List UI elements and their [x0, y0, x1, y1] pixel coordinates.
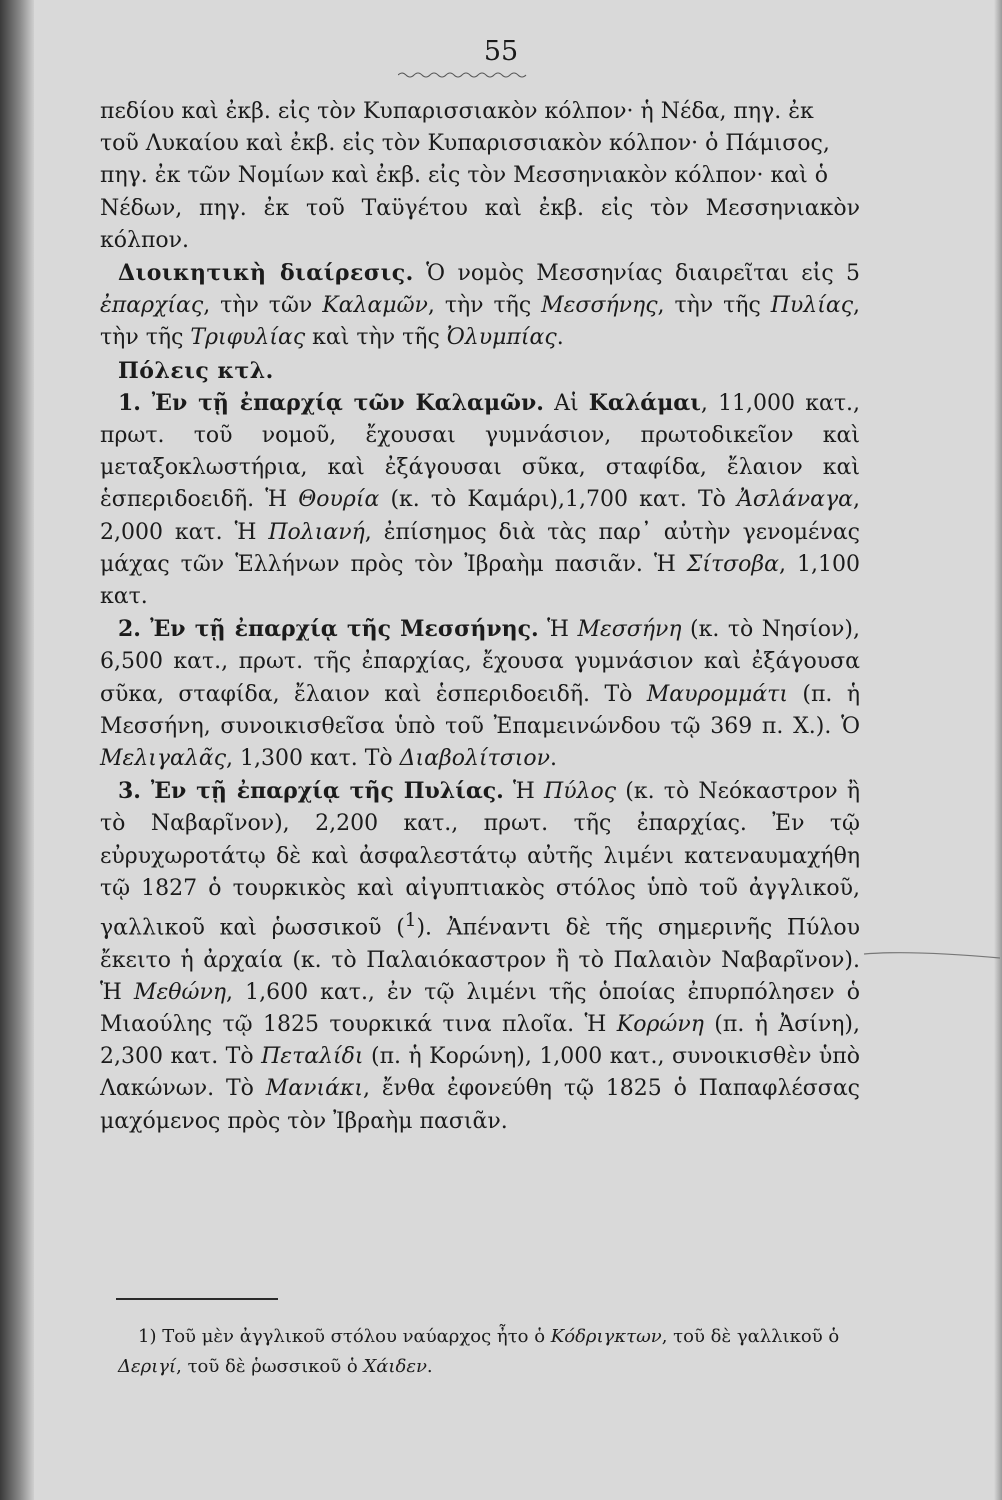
footnote-text: 1) Τοῦ μὲν ἀγγλικοῦ στόλου ναύαρχος ἦτο ὁ Κόδριγκτων, τοῦ δὲ γαλλικοῦ ὁ Δεριγί, τοῦ δὲ ῥωσσικοῦ ὁ Χάιδεν. [118, 1326, 840, 1377]
admin-heading: Διοικητικὴ διαίρεσις. [118, 260, 414, 287]
page-left-shadow [0, 0, 34, 1500]
section-1-paragraph: 1. Ἐν τῇ ἐπαρχίᾳ τῶν Καλαμῶν. Αἱ Καλάμαι, 11,000 κατ., πρωτ. τοῦ νομοῦ, ἔχουσαι γυμνάσιον, πρωτοδικεῖον καὶ μεταξοκλωστήρια, καὶ ἐξάγουσαι σῦκα, σταφίδα, ἔλαιον καὶ ἑσπεριδοειδῆ. Ἡ Θουρία (κ. τὸ Καμάρι),1,700 κατ. Τὸ Ἀσλάναγα, 2,000 κατ. Ἡ Πολιανή, ἐπίσημος διὰ τὰς παρ᾽ αὐτὴν γενομένας μάχας τῶν Ἑλλήνων πρὸς τὸν Ἰβραὴμ πασιᾶν. Ἡ Σίτσοβα, 1,100 κατ. [100, 389, 860, 610]
section-2-paragraph: 2. Ἐν τῇ ἐπαρχίᾳ τῆς Μεσσήνης. Ἡ Μεσσήνη (κ. τὸ Νησίον), 6,500 κατ., πρωτ. τῆς ἐπαρχίας, ἔχουσα γυμνάσιον καὶ ἐξάγουσα σῦκα, σταφίδα, ἔλαιον καὶ ἑσπεριδοειδῆ. Τὸ Μαυρομμάτι (π. ἡ Μεσσήνη, συνοικισθεῖσα ὑπὸ τοῦ Ἐπαμεινώνδου τῷ 369 π. Χ.). Ὁ Μελιγαλᾶς, 1,300 κατ. Τὸ Διαβολίτσιον. [100, 616, 860, 772]
section-3-heading: 3. Ἐν τῇ ἐπαρχίᾳ τῆς Πυλίας. [118, 778, 504, 805]
section-2-heading: 2. Ἐν τῇ ἐπαρχίᾳ τῆς Μεσσήνης. [118, 616, 539, 643]
page-right-edge [994, 0, 1002, 1500]
page-number-ornament [398, 71, 530, 79]
cities-heading: Πόλεις κτλ. [118, 357, 274, 384]
main-text [100, 96, 860, 1138]
footnote-marker: 1 [404, 910, 417, 932]
body-line: τοῦ Λυκαίου καὶ ἐκβ. εἰς τὸν Κυπαρισσιακὸν κόλπον· ὁ Πάμισος, [100, 131, 830, 157]
footnote-separator [116, 1298, 278, 1300]
page-number: 55 [483, 36, 519, 67]
section-3-paragraph: 3. Ἐν τῇ ἐπαρχίᾳ τῆς Πυλίας. Ἡ Πύλος (κ. τὸ Νεόκαστρον ἢ τὸ Ναβαρῖνον), 2,200 κατ., πρωτ. τῆς ἐπαρχίας. Ἐν τῷ εὐρυχωροτάτῳ δὲ καὶ ἀσφαλεστάτῳ αὐτῆς λιμένι κατεναυμαχήθη τῷ 1827 ὁ τουρκικὸς καὶ αἰγυπτιακὸς στόλος ὑπὸ τοῦ ἀγγλικοῦ, γαλλικοῦ καὶ ῥωσσικοῦ ($^1$). Ἀπέναντι δὲ τῆς σημερινῆς Πύλου ἔκειτο ἡ ἀρχαία (κ. τὸ Παλαιόκαστρον ἢ τὸ Παλαιὸν Ναβαρῖνον). Ἡ Μεθώνη, 1,600 κατ., ἐν τῷ λιμένι τῆς ὁποίας ἐπυρπόλησεν ὁ Μιαούλης τῷ 1825 τουρκικά τινα πλοῖα. Ἡ Κορώνη (π. ἡ Ἀσίνη), 2,300 κατ. Τὸ Πεταλίδι (π. ἡ Κορώνη), 1,000 κατ., συνοικισθὲν ὑπὸ Λακώνων. Τὸ Μανιάκι, ἔνθα ἐφονεύθη τῷ 1825 ὁ Παπαφλέσσας μαχόμενος πρὸς τὸν Ἰβραὴμ πασιᾶν. [100, 778, 860, 1134]
margin-pencil-mark [862, 948, 1002, 988]
body-line: Νέδων, πηγ. ἐκ τοῦ Ταϋγέτου καὶ ἐκβ. εἰς τὸν Μεσσηνιακὸν κόλπον. [100, 195, 860, 253]
body-line: πηγ. ἐκ τῶν Νομίων καὶ ἐκβ. εἰς τὸν Μεσσηνιακὸν κόλπον· καὶ ὁ [100, 163, 828, 189]
body-line: πεδίου καὶ ἐκβ. εἰς τὸν Κυπαρισσιακὸν κόλπον· ἡ Νέδα, πηγ. ἐκ [100, 99, 814, 124]
footnote [118, 1322, 870, 1382]
section-1-heading: 1. Ἐν τῇ ἐπαρχίᾳ τῶν Καλαμῶν. [118, 389, 544, 416]
admin-paragraph: Διοικητικὴ διαίρεσις. Ὁ νομὸς Μεσσηνίας διαιρεῖται εἰς 5 ἐπαρχίας, τὴν τῶν Καλαμῶν, τὴν τῆς Μεσσήνης, τὴν τῆς Πυλίας, τὴν τῆς Τριφυλίας καὶ τὴν τῆς Ὀλυμπίας. [100, 260, 861, 351]
